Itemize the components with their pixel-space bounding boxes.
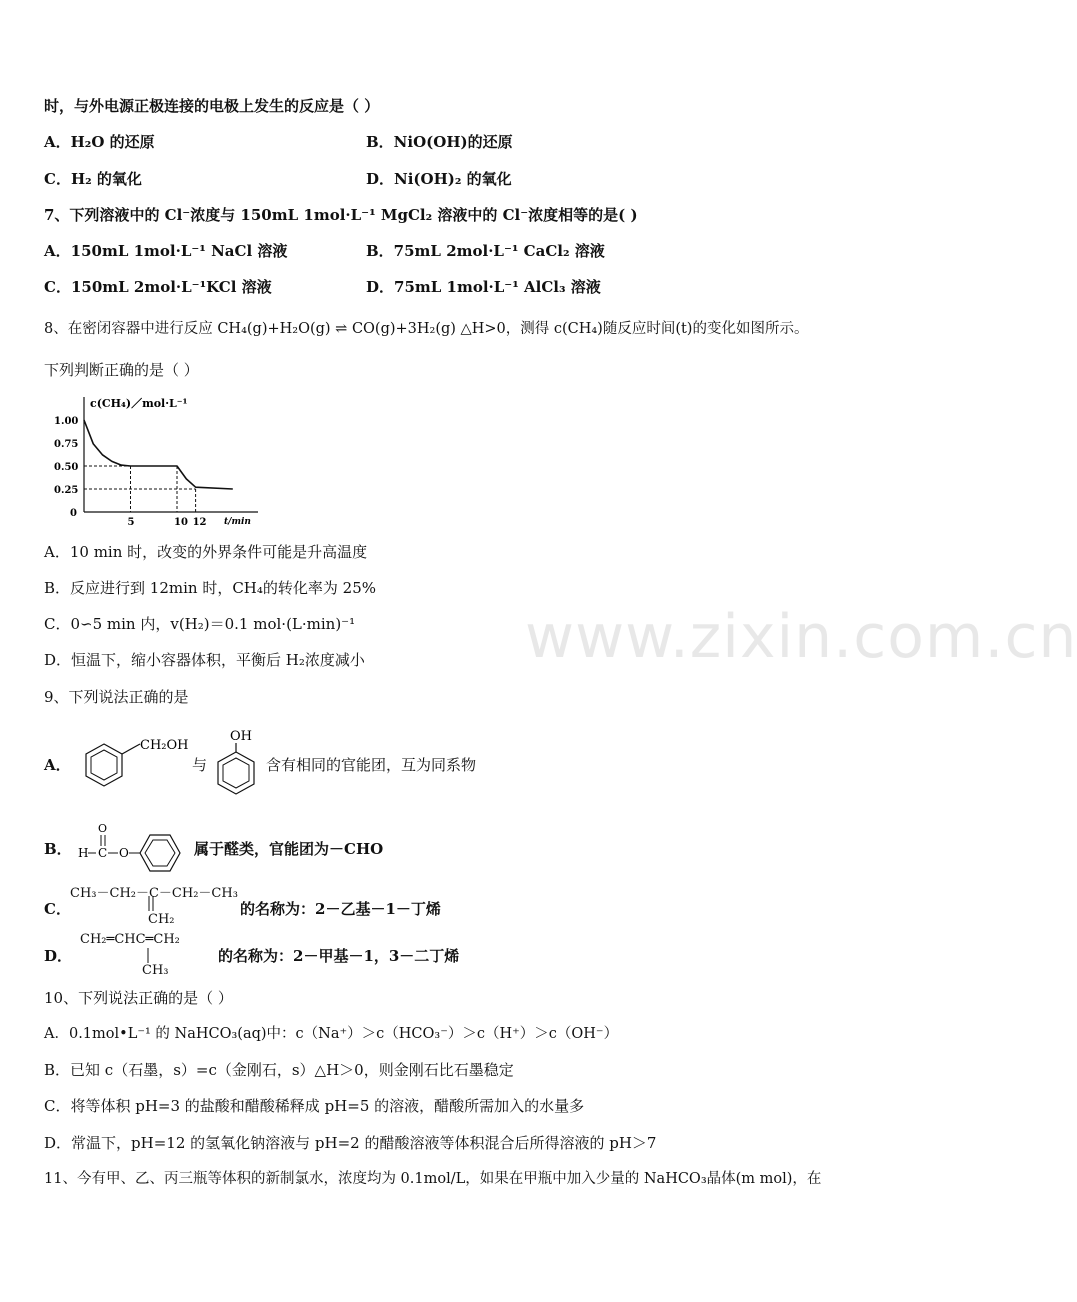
q8-stem: 8、在密闭容器中进行反应 CH₄(g)+H₂O(g) ⇌ CO(g)+3H₂(g) △H>0，测得 c(CH₄)随反应时间(t)的变化如图所示。 <box>44 321 809 337</box>
double-bond-line <box>144 896 158 912</box>
q6-option-d: D．Ni(OH)₂ 的氧化 <box>366 170 512 188</box>
q7-option-c: C．150mL 2mol·L⁻¹KCl 溶液 <box>44 278 272 296</box>
y-tick-label: 0.25 <box>54 485 79 496</box>
concentration-time-chart <box>48 393 264 528</box>
q9-option-d-text: 的名称为：2－甲基－1，3－二丁烯 <box>218 947 460 965</box>
formate-carbonyl-o: O <box>98 822 108 835</box>
q9-c-structure <box>70 882 238 930</box>
q11-stem: 11、今有甲、乙、丙三瓶等体积的新制氯水，浓度均为 0.1mol/L，如果在甲瓶中加入少量的 NaHCO₃晶体(m mol)，在 <box>44 1171 822 1187</box>
q10-stem: 10、下列说法正确的是（ ） <box>44 989 233 1007</box>
q6-stem: 时，与外电源正极连接的电极上发生的反应是（ ） <box>44 97 380 115</box>
q9-option-a-and: 与 <box>192 756 208 774</box>
q9-d-structure-chain: CH₂═CHC═CH₂ <box>80 932 180 947</box>
q7-option-a: A．150mL 1mol·L⁻¹ NaCl 溶液 <box>44 242 288 260</box>
q9-option-d-label: D． <box>44 947 73 965</box>
q9-d-structure <box>80 932 210 980</box>
x-axis-label: t/min <box>224 517 251 527</box>
phenyl-formate-structure <box>74 818 192 876</box>
formate-c-atom: C <box>98 846 108 860</box>
q9-option-a-label: A． <box>44 756 71 774</box>
q8-stem-2: 下列判断正确的是（ ） <box>44 361 199 379</box>
q10-option-b: B．已知 c（石墨，s）=c（金刚石，s）△H＞0，则金刚石比石墨稳定 <box>44 1061 514 1079</box>
q10-option-a: A．0.1mol•L⁻¹ 的 NaHCO₃(aq)中：c（Na⁺）＞c（HCO₃⁻）＞c（H⁺）＞c（OH⁻） <box>44 1026 619 1042</box>
y-axis-label: c(CH₄)／mol·L⁻¹ <box>90 397 188 410</box>
phenol-group: OH <box>230 729 252 744</box>
q8-option-b: B．反应进行到 12min 时，CH₄的转化率为 25% <box>44 579 377 597</box>
phenol-structure <box>212 726 264 798</box>
x-tick-label: 12 <box>192 517 207 528</box>
benzyl-alcohol-structure <box>76 732 188 792</box>
benzyl-alcohol-group: CH₂OH <box>140 738 189 753</box>
q8-option-d: D．恒温下，缩小容器体积，平衡后 H₂浓度减小 <box>44 651 365 669</box>
y-tick-label: 0.50 <box>54 462 79 473</box>
q7-stem: 7、下列溶液中的 Cl⁻浓度与 150mL 1mol·L⁻¹ MgCl₂ 溶液中的 Cl⁻浓度相等的是( ) <box>44 206 638 224</box>
q9-option-a-text: 含有相同的官能团，互为同系物 <box>266 756 477 774</box>
q9-option-c-label: C． <box>44 900 71 918</box>
q6-option-b: B．NiO(OH)的还原 <box>366 133 513 151</box>
series-line-ch4 <box>84 420 233 489</box>
q9-c-structure-chain: CH₃－CH₂－C－CH₂－CH₃ <box>70 886 238 901</box>
x-tick-label: 10 <box>174 517 188 528</box>
q7-option-d: D．75mL 1mol·L⁻¹ AlCl₃ 溶液 <box>366 278 601 296</box>
origin-label: 0 <box>70 508 77 519</box>
q8-option-c: C．0∽5 min 内，v(H₂)＝0.1 mol·(L·min)⁻¹ <box>44 615 356 633</box>
x-tick-label: 5 <box>127 517 135 528</box>
q9-d-structure-branch: CH₃ <box>142 963 169 978</box>
y-tick-label: 1.00 <box>54 416 79 427</box>
q8-option-a: A．10 min 时，改变的外界条件可能是升高温度 <box>44 543 368 561</box>
q10-option-d: D．常温下，pH=12 的氢氧化钠溶液与 pH=2 的醋酸溶液等体积混合后所得溶液的 pH＞7 <box>44 1134 657 1152</box>
q9-option-b-label: B． <box>44 840 72 858</box>
q9-c-structure-branch: CH₂ <box>148 912 175 927</box>
q9-option-c-text: 的名称为：2－乙基－1－丁烯 <box>240 900 441 918</box>
q10-option-c: C．将等体积 pH=3 的盐酸和醋酸稀释成 pH=5 的溶液，醋酸所需加入的水量多 <box>44 1097 585 1115</box>
y-tick-label: 0.75 <box>54 439 79 450</box>
formate-ester-o: O <box>119 846 129 860</box>
q6-option-c: C．H₂ 的氧化 <box>44 170 142 188</box>
q7-option-b: B．75mL 2mol·L⁻¹ CaCl₂ 溶液 <box>366 242 605 260</box>
q9-stem: 9、下列说法正确的是 <box>44 688 189 706</box>
formate-h-atom: H <box>78 846 89 860</box>
single-bond-line <box>144 948 152 964</box>
q9-option-b-text: 属于醛类，官能团为－CHO <box>194 840 384 858</box>
q6-option-a: A．H₂O 的还原 <box>44 133 155 151</box>
watermark: www.zixin.com.cn <box>525 602 1077 672</box>
